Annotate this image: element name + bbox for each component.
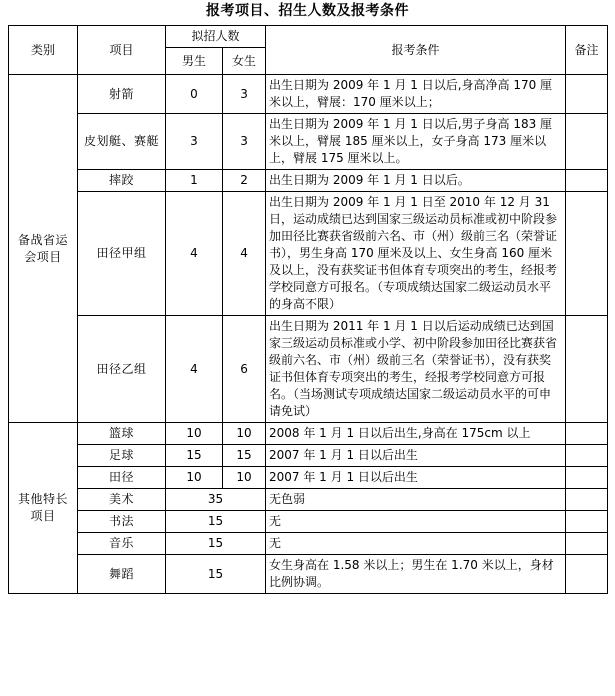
table-row bbox=[9, 75, 608, 114]
table-row bbox=[9, 423, 608, 445]
total-quota-cell: 15 bbox=[166, 533, 266, 555]
item-cell: 音乐 bbox=[78, 533, 166, 555]
male-quota-cell: 10 bbox=[166, 423, 223, 445]
female-quota-cell: 6 bbox=[223, 316, 266, 423]
table-row bbox=[9, 170, 608, 192]
note-cell bbox=[566, 114, 608, 170]
item-cell: 美术 bbox=[78, 489, 166, 511]
male-quota-cell: 15 bbox=[166, 445, 223, 467]
table-body bbox=[9, 75, 608, 594]
table-row bbox=[9, 316, 608, 423]
total-quota-cell: 15 bbox=[166, 555, 266, 594]
note-cell bbox=[566, 467, 608, 489]
male-quota-cell: 3 bbox=[166, 114, 223, 170]
condition-cell: 无 bbox=[266, 511, 566, 533]
table-row bbox=[9, 445, 608, 467]
female-quota-cell: 2 bbox=[223, 170, 266, 192]
header-conditions: 报考条件 bbox=[266, 26, 566, 75]
male-quota-cell: 0 bbox=[166, 75, 223, 114]
total-quota-cell: 35 bbox=[166, 489, 266, 511]
header-quota: 拟招人数 bbox=[166, 26, 266, 48]
item-cell: 书法 bbox=[78, 511, 166, 533]
female-quota-cell: 10 bbox=[223, 467, 266, 489]
condition-cell: 出生日期为 2009 年 1 月 1 日以后,身高净高 170 厘米以上，臂展：170 厘米以上； bbox=[266, 75, 566, 114]
female-quota-cell: 4 bbox=[223, 192, 266, 316]
note-cell bbox=[566, 423, 608, 445]
table-row bbox=[9, 467, 608, 489]
table-header bbox=[9, 26, 608, 75]
condition-cell: 无色弱 bbox=[266, 489, 566, 511]
condition-cell: 出生日期为 2009 年 1 月 1 日以后,男子身高 183 厘米以上，臂展 185 厘米以上，女子身高 173 厘米以上，臂展 175 厘米以上。 bbox=[266, 114, 566, 170]
female-quota-cell: 3 bbox=[223, 114, 266, 170]
table-row bbox=[9, 555, 608, 594]
female-quota-cell: 3 bbox=[223, 75, 266, 114]
note-cell bbox=[566, 489, 608, 511]
note-cell bbox=[566, 511, 608, 533]
note-cell bbox=[566, 192, 608, 316]
registration-table bbox=[8, 25, 608, 594]
total-quota-cell: 15 bbox=[166, 511, 266, 533]
header-category: 类别 bbox=[9, 26, 78, 75]
table-row bbox=[9, 511, 608, 533]
item-cell: 射箭 bbox=[78, 75, 166, 114]
category-cell-other-specialty: 其他特长项目 bbox=[9, 423, 78, 594]
male-quota-cell: 10 bbox=[166, 467, 223, 489]
male-quota-cell: 4 bbox=[166, 192, 223, 316]
female-quota-cell: 15 bbox=[223, 445, 266, 467]
item-cell: 足球 bbox=[78, 445, 166, 467]
header-note: 备注 bbox=[566, 26, 608, 75]
item-cell: 田径乙组 bbox=[78, 316, 166, 423]
table-row bbox=[9, 192, 608, 316]
table-row bbox=[9, 533, 608, 555]
condition-cell: 女生身高在 1.58 米以上；男生在 1.70 米以上，身材比例协调。 bbox=[266, 555, 566, 594]
male-quota-cell: 4 bbox=[166, 316, 223, 423]
item-cell: 舞蹈 bbox=[78, 555, 166, 594]
header-female: 女生 bbox=[223, 48, 266, 75]
item-cell: 田径 bbox=[78, 467, 166, 489]
condition-cell: 2007 年 1 月 1 日以后出生 bbox=[266, 445, 566, 467]
condition-cell: 出生日期为 2009 年 1 月 1 日以后。 bbox=[266, 170, 566, 192]
note-cell bbox=[566, 316, 608, 423]
note-cell bbox=[566, 170, 608, 192]
note-cell bbox=[566, 445, 608, 467]
condition-cell: 2008 年 1 月 1 日以后出生,身高在 175cm 以上 bbox=[266, 423, 566, 445]
female-quota-cell: 10 bbox=[223, 423, 266, 445]
header-male: 男生 bbox=[166, 48, 223, 75]
condition-cell: 出生日期为 2011 年 1 月 1 日以后运动成绩已达到国家三级运动员标准或小学、初中阶段参加田径比赛获省级前六名、市（州）级前三名（荣誉证书），没有获奖证书但体育专项突出的考生，经报考学校同意方可报名。（当场测试专项成绩达国家二级运动员水平的可申请免试） bbox=[266, 316, 566, 423]
category-cell-sports-games: 备战省运会项目 bbox=[9, 75, 78, 423]
condition-cell: 2007 年 1 月 1 日以后出生 bbox=[266, 467, 566, 489]
male-quota-cell: 1 bbox=[166, 170, 223, 192]
header-item: 项目 bbox=[78, 26, 166, 75]
header-row-1 bbox=[9, 26, 608, 48]
item-cell: 摔跤 bbox=[78, 170, 166, 192]
table-row bbox=[9, 489, 608, 511]
note-cell bbox=[566, 75, 608, 114]
note-cell bbox=[566, 533, 608, 555]
condition-cell: 出生日期为 2009 年 1 月 1 日至 2010 年 12 月 31 日，运动成绩已达到国家三级运动员标准或初中阶段参加田径比赛获省级前六名、市（州）级前三名（荣誉证书），男生身高 170 厘米及以上、女生身高 160 厘米及以上，没有获奖证书但体育专项突出的考生，经报考学校同意方可报名。（专项成绩达国家二级运动员水平的身高不限） bbox=[266, 192, 566, 316]
item-cell: 篮球 bbox=[78, 423, 166, 445]
page-title: 报考项目、招生人数及报考条件 bbox=[206, 3, 409, 19]
item-cell: 田径甲组 bbox=[78, 192, 166, 316]
item-cell: 皮划艇、赛艇 bbox=[78, 114, 166, 170]
table-row bbox=[9, 114, 608, 170]
condition-cell: 无 bbox=[266, 533, 566, 555]
note-cell bbox=[566, 555, 608, 594]
